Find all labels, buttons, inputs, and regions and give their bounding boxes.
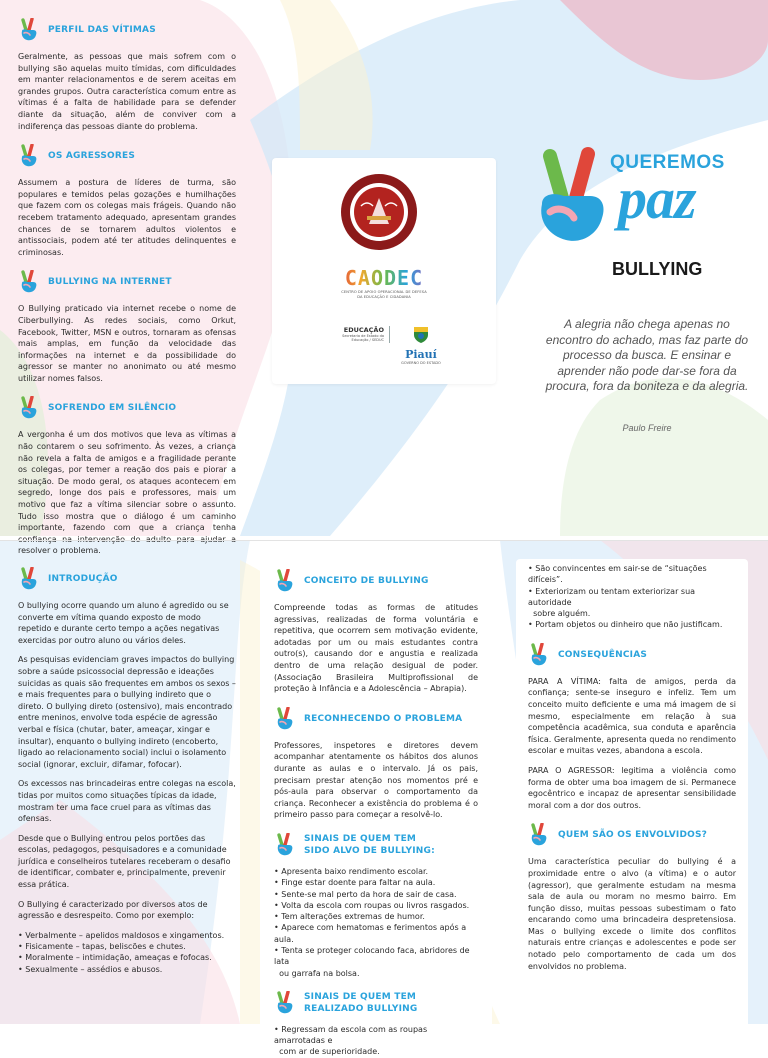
section-title: PERFIL DAS VÍTIMAS <box>48 25 156 35</box>
section-perfil <box>18 18 236 132</box>
bullet-list <box>18 930 236 975</box>
list-item: com ar de superioridade. <box>274 1047 380 1057</box>
peace-hand-icon <box>18 18 40 42</box>
paragraph: O Bullying é caracterizado por diversos atos de agressão e desrespeito. Como por exemplo: <box>18 899 208 921</box>
section-heading <box>18 270 236 294</box>
top-left-column <box>18 18 236 569</box>
peace-hand-icon <box>274 833 296 857</box>
section-alvo <box>274 833 478 979</box>
paragraph-body: legitima a violência como forma de obter uma boa imagem de si. Permanece egocêntrico e incapaz de apresentar sensibilidade moral com a dor dos outros. <box>528 765 736 810</box>
peace-hand-icon <box>18 396 40 420</box>
caodec-logo <box>338 266 430 299</box>
section-heading <box>18 144 236 168</box>
list-item: • Regressam da escola com as roupas amarrotadas e <box>274 1024 428 1046</box>
peace-hand-icon <box>274 991 296 1015</box>
section-internet <box>18 270 236 384</box>
cover-title: BULLYING <box>612 259 703 279</box>
section-conceito <box>274 569 478 695</box>
section-heading <box>274 707 478 731</box>
education-logo <box>334 326 390 343</box>
list-item: • São convincentes em sair-se de “situações difíceis”. <box>528 564 707 585</box>
peace-hand-icon <box>18 567 40 591</box>
list-item: ou garrafa na bolsa. <box>274 968 360 978</box>
section-heading <box>18 396 236 420</box>
piaui-coat-of-arms-icon <box>411 324 431 344</box>
peace-hand-icon <box>274 707 296 731</box>
section-title <box>304 991 418 1015</box>
piaui-logo <box>396 324 446 365</box>
section-title: BULLYING NA INTERNET <box>48 277 172 288</box>
list-item: sobre alguém. <box>528 609 591 619</box>
list-item: • Moralmente – intimidação, ameaças e fofocas. <box>18 953 212 963</box>
caodec-subtitle: CENTRO DE APOIO OPERACIONAL DE DEFESA DA EDUCAÇÃO E CIDADANIA <box>341 290 427 299</box>
list-item: • Tenta se proteger colocando faca, abridores de lata <box>274 945 470 967</box>
section-title-line: SIDO ALVO DE BULLYING: <box>304 845 435 856</box>
paragraph: Desde que o Bullying entrou pelos portões das escolas, pedagogos, pesquisadores e a comunidade jurídica e conselheiros tutelares receberam o desafio de identificar, combater e, principalmente, prevenir essa prática. <box>18 833 231 890</box>
paragraph-label: PARA A VÍTIMA: <box>528 676 601 686</box>
cover-quote-author: Paulo Freire <box>622 423 672 433</box>
section-title: OS AGRESSORES <box>48 151 136 162</box>
peace-hand-icon <box>274 569 296 593</box>
section-text <box>528 676 736 812</box>
peace-hand-icon <box>18 144 40 168</box>
section-heading <box>528 643 736 667</box>
paragraph: As pesquisas evidenciam graves impactos do bullying sobre a saúde psicossocial depressão e ideações suicidas as quais são frequentes em ambos os sexos – e mais frequentes para o bullying indireto que o direto. O bullying direto (ostensivo), mais encontrado entre meninos, envolve toda espécie de agressão verbal e física (chutar, bater, ameaçar, xingar e insultar), enquanto o bullying indireto (encoberto, ligado ao relacionamento social) inclui o isolamento social (ignorar, excluir, difamar, fofocar). <box>18 655 236 769</box>
section-text: Compreende todas as formas de atitudes agressivas, realizadas de forma voluntária e repetitiva, que ocorrem sem motivação evidente, adotadas por um ou mais estudantes contra outro(s), causando dor e angustia e realizada dentro de uma relação desigual de poder. (Associação Brasileira Multiprofissional de proteção à Infância e a Adolescência – Abrapia). <box>274 603 478 694</box>
piaui-subtitle: GOVERNO DO ESTADO <box>401 361 441 365</box>
list-item: • Aparece com hematomas e ferimentos após a aula. <box>274 923 467 944</box>
cover-quote: A alegria não chega apenas no encontro do achado, mas faz parte do processo da busca. E ensinar e aprender não pode dar-se fora da procura, fora da boniteza e da alegria. <box>545 317 749 393</box>
section-text: Geralmente, as pessoas que mais sofrem com o bullying são aquelas muito tímidas, com dificuldades em manter relacionamentos e de serem aceitas em grandes grupos. Outra característica comum entre as vítimas é a falta de habilidade para se defender diante da situação, além de conviver com a indiferença das pessoas diante do problema. <box>18 52 236 131</box>
section-title: RECONHECENDO O PROBLEMA <box>304 713 463 724</box>
caodec-word: CAODEC <box>338 266 430 290</box>
list-item: • Sente-se mal perto da hora de sair de casa. <box>274 889 457 899</box>
section-text: O Bullying praticado via internet recebe o nome de Ciberbullying. As redes sociais, como Orkut, Facebook, Twitter, MSN e outros, tornaram as ofensas mais amplas, em função da velocidade das informações na internet e da possibilidade do agressor se manter no anonimato ou até mesmo utilizar nomes falsos. <box>18 304 236 383</box>
section-title-line: SINAIS DE QUEM TEM <box>304 833 417 844</box>
list-item: • Portam objetos ou dinheiro que não justificam. <box>528 620 723 630</box>
bottom-middle-column <box>260 559 492 1057</box>
section-title: INTRODUÇÃO <box>48 574 118 584</box>
section-heading <box>274 991 478 1015</box>
brochure-inside <box>0 540 768 1057</box>
paragraph: Os excessos nas brincadeiras entre colegas na escola, tidas por muitos como situações típicas da idade, mostram ter uma face cruel para as vítimas das ofensas. <box>18 779 236 824</box>
section-realizado <box>274 991 478 1058</box>
section-text <box>18 600 236 922</box>
list-item: • Sexualmente – assédios e abusos. <box>18 964 163 974</box>
peace-hand-icon <box>18 270 40 294</box>
section-heading <box>18 567 236 591</box>
section-title <box>304 833 435 857</box>
section-agressores <box>18 144 236 258</box>
section-title: CONCEITO DE BULLYING <box>304 576 429 586</box>
bullet-list <box>274 866 478 979</box>
list-item: • Fisicamente – tapas, beliscões e chutes. <box>18 942 186 952</box>
list-item: • Verbalmente – apelidos maldosos e xingamentos. <box>18 930 225 940</box>
list-item: • Exteriorizam ou tentam exteriorizar sua autoridade <box>528 586 696 607</box>
list-item: • Apresenta baixo rendimento escolar. <box>274 866 429 876</box>
section-heading <box>274 569 478 593</box>
section-envolvidos <box>528 823 736 972</box>
piaui-word: Piauí <box>405 348 437 361</box>
section-title-line: SINAIS DE QUEM TEM <box>304 991 417 1002</box>
peace-hand-icon <box>528 643 550 667</box>
bullet-list <box>528 563 736 631</box>
peace-hand-icon <box>528 823 550 847</box>
section-title: SOFRENDO EM SILÊNCIO <box>48 403 177 414</box>
cover-queremos: QUEREMOS <box>610 152 725 173</box>
ministerio-publico-seal <box>339 172 419 252</box>
paragraph-body: falta de amigos, perda da confiança; sente-se inseguro e infeliz. Tem um conceito muito deficiente e uma má imagem de si mesmo, especialmente em relação à sua competência acadêmica, sua conduta e aparência física. Geralmente, apresenta queda no rendimento escolar e muitas vezes, abandona a escola. <box>528 676 737 756</box>
peace-hand-logo-icon <box>528 148 618 248</box>
paragraph <box>528 765 736 811</box>
bottom-left-column <box>18 567 236 975</box>
bottom-right-column <box>516 559 748 1029</box>
section-heading <box>18 18 236 42</box>
section-text: A vergonha é um dos motivos que leva as vítimas a não contarem o seu sofrimento. Às vezes, a criança não revela a falta de amigos e a fragilidade perante os colegas, por temer a reação dos pais e piorar a situação. De modo geral, os ataques acontecem em segredo, longe dos pais e professores, mais um motivo que faz a vítima silenciar sobre o assunto. Tudo isso mostra que o diálogo é um caminho importante, fazendo com que a criança tenha confiança na intervenção do adulto para ajudar a resolver o problema. <box>18 430 236 556</box>
paragraph: O bullying ocorre quando um aluno é agredido ou se converte em vítima quando exposto de modo repetido e durante certo tempo a ações negativas exercidas por outro aluno ou vários deles. <box>18 601 229 645</box>
section-heading <box>274 833 478 857</box>
education-word: EDUCAÇÃO <box>343 326 384 334</box>
paragraph-label: PARA O AGRESSOR: <box>528 765 615 775</box>
paragraph <box>528 676 736 757</box>
section-text: Professores, inspetores e diretores devem acompanhar atentamente os hábitos dos alunos durante as aulas e o intervalo. Já os pais, precisam prestar atenção nos momentos pré e pós-aula para observar o comportamento da criança. Reconhecer a existência do problema é o primeiro passo para começar a resolvê-lo. <box>274 740 478 820</box>
section-text: Uma característica peculiar do bullying é a proximidade entre o alvo (a vítima) e o autor (agressor), que geralmente estudam na mesma sala de aula ou moram no mesmo bairro. Em função disso, muitas pessoas subestimam o fato encarando como uma brincadeira despretensiosa. Mas o bullying excede o limite dos conflitos naturais entre crianças e adolescentes e pode ser notado pelo comportamento de cada um dos envolvidos no problema. <box>528 857 736 971</box>
section-text: Assumem a postura de líderes de turma, são populares e temidos pelas gozações e humilhações que fazem com os colegas mais frágeis. Quando não recebem tratamento adequado, apresentam grandes chances de se tornarem adultos violentos e antissociais, podem até ter atitudes delinquentes e criminosas. <box>18 178 236 257</box>
education-subtitle: Secretaria de Estado da Educação / SEDUC <box>342 334 384 343</box>
section-silencio <box>18 396 236 557</box>
list-item: • Tem alterações extremas de humor. <box>274 912 425 922</box>
section-title: CONSEQUÊNCIAS <box>558 649 648 660</box>
section-consequencias <box>528 643 736 812</box>
section-reconhecendo <box>274 707 478 821</box>
list-item: • Finge estar doente para faltar na aula. <box>274 878 436 888</box>
bullet-list <box>274 1024 478 1058</box>
logo-card <box>272 158 496 384</box>
section-title: QUEM SÃO OS ENVOLVIDOS? <box>558 830 708 841</box>
cover-paz: paz <box>618 166 696 231</box>
list-item: • Volta da escola com roupas ou livros rasgados. <box>274 900 470 910</box>
section-heading <box>528 823 736 847</box>
section-title-line: REALIZADO BULLYING <box>304 1003 418 1014</box>
